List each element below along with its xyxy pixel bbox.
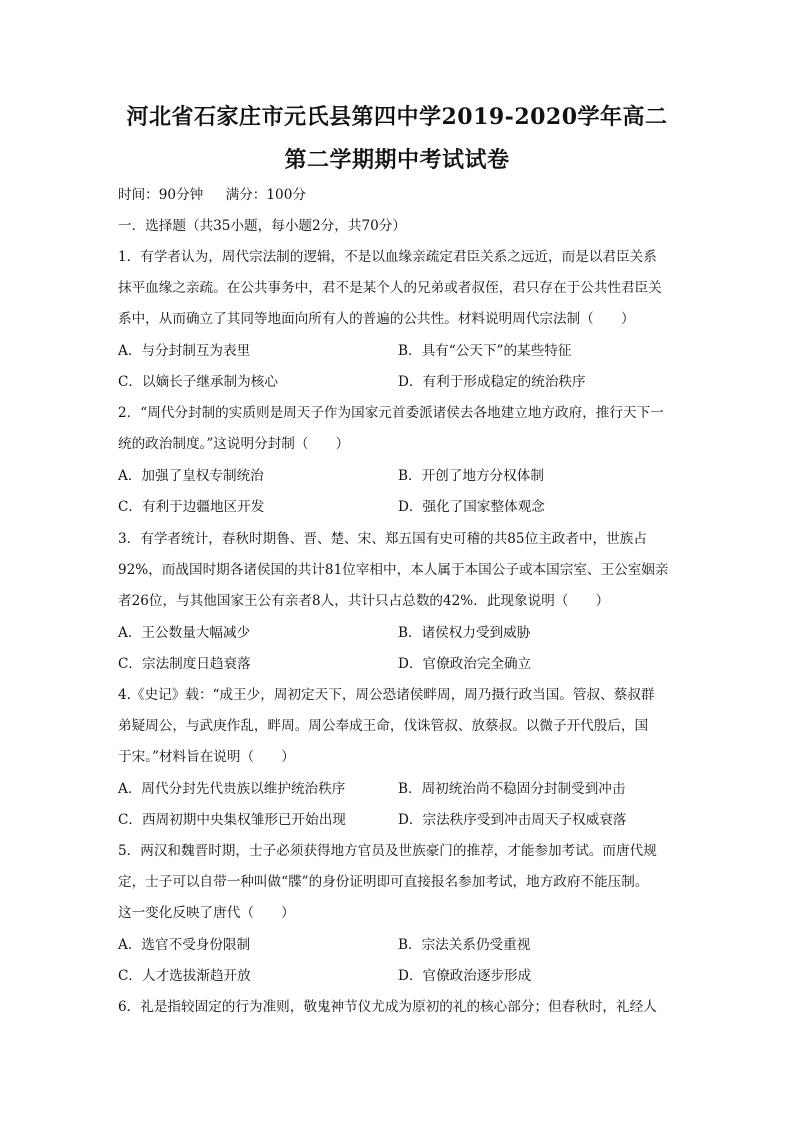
question-4-line-3: 于宋。”材料旨在说明（ ） xyxy=(118,749,295,765)
question-2-line-1: 2．“周代分封制的实质则是周天子作为国家元首委派诸侯去各地建立地方政府，推行天下一 xyxy=(118,405,664,421)
question-5-option-a: A．选官不受身份限制 xyxy=(118,937,251,953)
question-5-option-d: D．官僚政治逐步形成 xyxy=(398,968,532,984)
question-6-line-1: 6．礼是指较固定的行为准则，敬鬼神节仪尤成为原初的礼的核心部分；但春秋时，礼经人 xyxy=(118,999,657,1015)
question-1-line-2: 抹平血缘之亲疏。在公共事务中，君不是某个人的兄弟或者叔侄，君只存在于公共性君臣关 xyxy=(118,280,662,296)
question-2-line-2: 统的政治制度。”这说明分封制（ ） xyxy=(118,436,350,452)
question-5-line-2: 定，士子可以自带一种叫做“牒”的身份证明即可直接报名参加考试，地方政府不能压制。 xyxy=(118,874,649,890)
question-3-option-a: A．王公数量大幅减少 xyxy=(118,625,251,641)
question-4-option-d: D．宗法秩序受到冲击周天子权威衰落 xyxy=(398,812,627,828)
question-4-option-a: A．周代分封先代贵族以维护统治秩序 xyxy=(118,781,346,797)
question-3-option-b: B．诸侯权力受到威胁 xyxy=(398,625,531,641)
question-5-line-1: 5．两汉和魏晋时期，士子必须获得地方官员及世族豪门的推荐，才能参加考试。而唐代规 xyxy=(118,843,657,859)
question-4-option-b: B．周初统治尚不稳固分封制受到冲击 xyxy=(398,781,626,797)
question-1-option-b: B．具有“公天下”的某些特征 xyxy=(398,343,572,359)
question-2-option-c: C．有利于边疆地区开发 xyxy=(118,499,265,515)
question-2-option-b: B．开创了地方分权体制 xyxy=(398,468,544,484)
question-4-line-2: 弟疑周公，与武庚作乱，畔周。周公奉成王命，伐诛管叔、放蔡叔。以微子开代殷后，国 xyxy=(118,718,649,734)
exam-score: 满分：100分 xyxy=(225,187,306,203)
question-1-option-d: D．有利于形成稳定的统治秩序 xyxy=(398,374,586,390)
question-5-line-3: 这一变化反映了唐代（ ） xyxy=(118,905,295,921)
exam-title-line1: 河北省石家庄市元氏县第四中学2019-2020学年高二 xyxy=(126,104,668,130)
question-1-option-c: C．以嫡长子继承制为核心 xyxy=(118,374,278,390)
question-2-option-a: A．加强了皇权专制统治 xyxy=(118,468,264,484)
exam-time: 时间：90分钟 xyxy=(118,187,204,203)
section-heading: 一．选择题（共35小题，每小题2分，共70分） xyxy=(118,218,406,234)
question-3-line-1: 3．有学者统计，春秋时期鲁、晋、楚、宋、郑五国有史可稽的共85位主政者中，世族占 xyxy=(118,531,647,547)
question-1-line-3: 系中，从而确立了其同等地面向所有人的普遍的公共性。材料说明周代宗法制（ ） xyxy=(118,311,635,327)
question-3-line-3: 者26位，与其他国家王公有亲者8人，共计只占总数的42%．此现象说明（ ） xyxy=(118,593,610,609)
question-3-option-c: C．宗法制度日趋衰落 xyxy=(118,656,251,672)
question-1-option-a: A．与分封制互为表里 xyxy=(118,343,251,359)
question-5-option-b: B．宗法关系仍受重视 xyxy=(398,937,531,953)
question-2-option-d: D．强化了国家整体观念 xyxy=(398,499,545,515)
exam-meta xyxy=(118,185,678,205)
question-3-line-2: 92%，而战国时期各诸侯国的共计81位宰相中，本人属于本国公子或本国宗室、王公室姻亲 xyxy=(118,562,669,578)
exam-title-line2: 第二学期期中考试试卷 xyxy=(284,147,510,173)
question-4-line-1: 4.《史记》载：“成王少，周初定天下，周公恐诸侯畔周，周乃摄行政当国。管叔、蔡叔群 xyxy=(118,687,655,703)
question-4-option-c: C．西周初期中央集权雏形已开始出现 xyxy=(118,812,346,828)
question-3-option-d: D．官僚政治完全确立 xyxy=(398,656,532,672)
question-1-line-1: 1．有学者认为，周代宗法制的逻辑，不是以血缘亲疏定君臣关系之远近，而是以君臣关系 xyxy=(118,249,657,265)
question-5-option-c: C．人才选拔渐趋开放 xyxy=(118,968,251,984)
